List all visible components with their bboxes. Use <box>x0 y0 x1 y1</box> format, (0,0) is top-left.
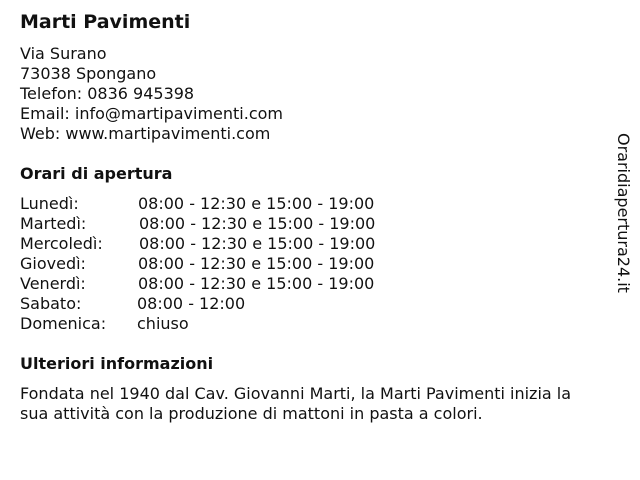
site-watermark: Oraridiapertura24.it <box>614 133 633 293</box>
day-label: Venerdì: <box>20 274 86 293</box>
hours-value: 08:00 - 12:30 e 15:00 - 19:00 <box>138 274 375 293</box>
hours-value: 08:00 - 12:30 e 15:00 - 19:00 <box>138 194 375 213</box>
hours-value: 08:00 - 12:30 e 15:00 - 19:00 <box>139 234 376 253</box>
web-line: Web: www.martipavimenti.com <box>20 124 271 143</box>
business-name: Marti Pavimenti <box>20 11 191 33</box>
business-description <box>20 384 620 424</box>
hours-value: 08:00 - 12:00 <box>137 294 246 313</box>
day-label: Domenica: <box>20 314 107 333</box>
opening-hours-heading: Orari di apertura <box>20 164 173 183</box>
address-street: Via Surano <box>20 44 107 63</box>
day-label: Sabato: <box>20 294 82 313</box>
description-line-2: sua attività con la produzione di mattoni in pasta a colori. <box>20 404 483 423</box>
email-line: Email: info@martipavimenti.com <box>20 104 283 123</box>
day-label: Giovedì: <box>20 254 86 273</box>
phone-line: Telefon: 0836 945398 <box>20 84 195 103</box>
day-label: Mercoledì: <box>20 234 103 253</box>
hours-value: chiuso <box>137 314 189 333</box>
day-label: Lunedì: <box>20 194 79 213</box>
address-city: 73038 Spongano <box>20 64 157 83</box>
hours-value: 08:00 - 12:30 e 15:00 - 19:00 <box>139 214 376 233</box>
day-label: Martedì: <box>20 214 87 233</box>
description-line-1: Fondata nel 1940 dal Cav. Giovanni Marti, la Marti Pavimenti inizia la <box>20 384 572 403</box>
address-block <box>20 44 283 144</box>
additional-info-heading: Ulteriori informazioni <box>20 354 214 373</box>
hours-value: 08:00 - 12:30 e 15:00 - 19:00 <box>138 254 375 273</box>
